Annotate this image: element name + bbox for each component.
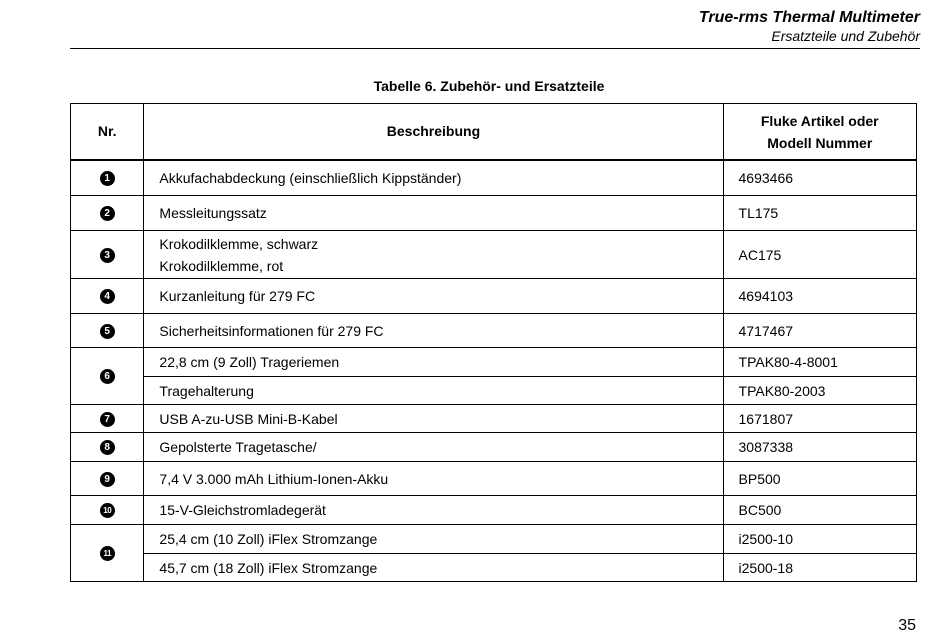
row-number-cell: [71, 348, 144, 405]
description-cell: Akkufachabdeckung (einschließlich Kippständer): [144, 160, 723, 196]
part-number-cell: 1671807: [723, 405, 916, 433]
row-number-cell: [71, 496, 144, 525]
part-number-cell: TL175: [723, 196, 916, 231]
document-title: True-rms Thermal Multimeter: [698, 9, 920, 26]
column-header-description: Beschreibung: [144, 104, 723, 161]
row-number-cell: [71, 314, 144, 348]
parts-table: [70, 103, 917, 582]
number-badge: 8: [100, 440, 115, 455]
table-header-row: [71, 104, 917, 161]
table-row: [71, 348, 917, 377]
header-divider: [70, 48, 920, 49]
description-cell: 15-V-Gleichstromladegerät: [144, 496, 723, 525]
table-row: [71, 279, 917, 314]
table-row: [71, 196, 917, 231]
table-row: [71, 462, 917, 496]
table-caption: Tabelle 6. Zubehör- und Ersatzteile: [373, 78, 605, 94]
table-row: [71, 231, 917, 279]
number-badge: 9: [100, 472, 115, 487]
row-number-cell: [71, 405, 144, 433]
description-cell: Sicherheitsinformationen für 279 FC: [144, 314, 723, 348]
row-number-cell: [71, 462, 144, 496]
column-header-part-line1: Fluke Artikel oder: [760, 112, 879, 129]
table-row: [71, 433, 917, 462]
description-cell: 45,7 cm (18 Zoll) iFlex Stromzange: [144, 554, 723, 582]
part-number-cell: 4717467: [723, 314, 916, 348]
row-number-cell: [71, 196, 144, 231]
column-header-part-line2: Modell Nummer: [767, 134, 873, 151]
table-row: [71, 554, 917, 582]
description-cell: Gepolsterte Tragetasche/: [144, 433, 723, 462]
section-subtitle: Ersatzteile und Zubehör: [771, 28, 920, 44]
description-line: Krokodilklemme, schwarz: [159, 235, 319, 252]
number-badge: 10: [100, 503, 115, 518]
part-number-cell: BP500: [723, 462, 916, 496]
row-number-cell: [71, 525, 144, 582]
table-row: [71, 160, 917, 196]
table-row: [71, 405, 917, 433]
column-header-nr: Nr.: [71, 104, 144, 161]
row-number-cell: [71, 160, 144, 196]
part-number-cell: BC500: [723, 496, 916, 525]
table-row: [71, 314, 917, 348]
description-line: Krokodilklemme, rot: [159, 257, 284, 274]
part-number-cell: i2500-18: [723, 554, 916, 582]
description-cell: [144, 231, 723, 279]
number-badge: 7: [100, 412, 115, 427]
number-badge: 2: [100, 206, 115, 221]
number-badge: 5: [100, 324, 115, 339]
running-header: [699, 8, 920, 45]
table-row: [71, 525, 917, 554]
part-number-cell: 4694103: [723, 279, 916, 314]
part-number-cell: 4693466: [723, 160, 916, 196]
row-number-cell: [71, 231, 144, 279]
number-badge: 6: [100, 369, 115, 384]
description-cell: Messleitungssatz: [144, 196, 723, 231]
part-number-cell: 3087338: [723, 433, 916, 462]
number-badge: 3: [100, 248, 115, 263]
number-badge: 1: [100, 171, 115, 186]
description-cell: 7,4 V 3.000 mAh Lithium-Ionen-Akku: [144, 462, 723, 496]
part-number-cell: TPAK80-2003: [723, 377, 916, 405]
page-number: 35: [898, 617, 916, 634]
row-number-cell: [71, 279, 144, 314]
description-cell: 22,8 cm (9 Zoll) Trageriemen: [144, 348, 723, 377]
table-row: [71, 377, 917, 405]
part-number-cell: i2500-10: [723, 525, 916, 554]
number-badge: 11: [100, 546, 115, 561]
description-cell: 25,4 cm (10 Zoll) iFlex Stromzange: [144, 525, 723, 554]
column-header-part-number: [723, 104, 916, 161]
row-number-cell: [71, 433, 144, 462]
table-row: [71, 496, 917, 525]
number-badge: 4: [100, 289, 115, 304]
description-cell: USB A-zu-USB Mini-B-Kabel: [144, 405, 723, 433]
part-number-cell: AC175: [723, 231, 916, 279]
description-cell: Kurzanleitung für 279 FC: [144, 279, 723, 314]
description-cell: Tragehalterung: [144, 377, 723, 405]
part-number-cell: TPAK80-4-8001: [723, 348, 916, 377]
